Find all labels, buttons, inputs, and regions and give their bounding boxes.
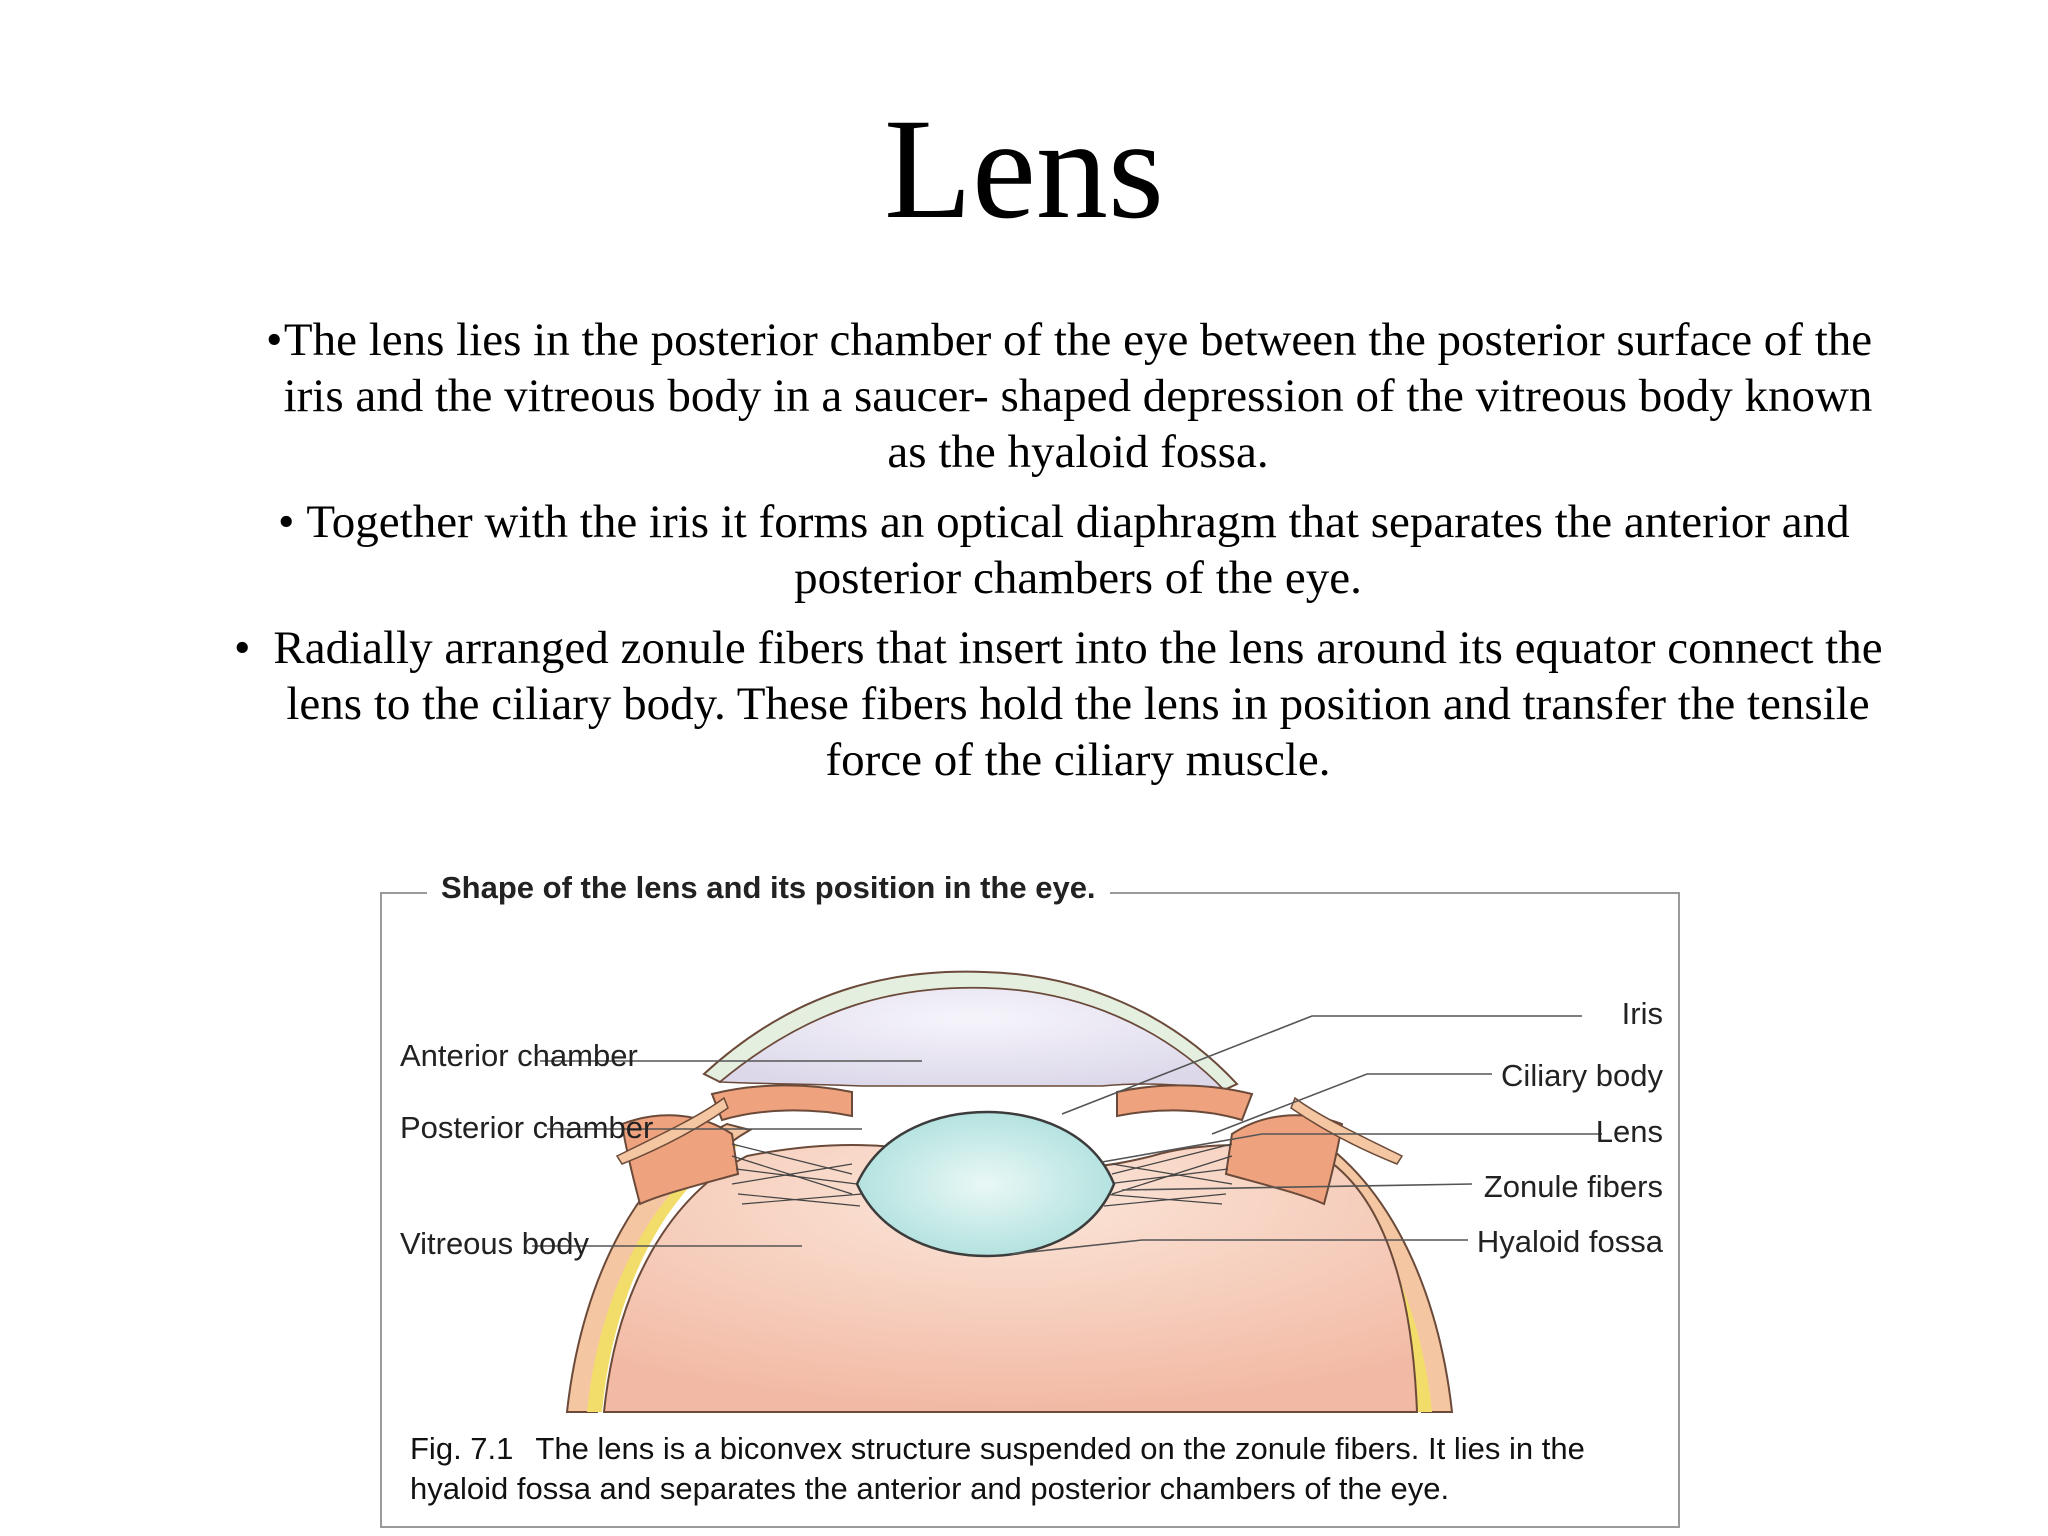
caption-label: Fig. 7.1: [410, 1431, 514, 1466]
bullet-text: Together with the iris it forms an optical diaphragm that separates the anterior and posterior chambers of the eye.: [306, 496, 1850, 604]
bullet-dot: •: [266, 314, 283, 366]
iris-right: [1117, 1085, 1252, 1120]
eye-lens-diagram: [382, 894, 1682, 1424]
label-iris: Iris: [1621, 996, 1663, 1031]
figure-heading: Shape of the lens and its position in the eye.: [427, 866, 1110, 910]
anterior-chamber: [720, 988, 1224, 1090]
bullet-item: [234, 620, 1888, 788]
bullet-item: [268, 494, 1888, 606]
bullet-text: The lens lies in the posterior chamber of the eye between the posterior surface of the iris and the vitreous body in a saucer- shaped depression of the vitreous body known as the hyaloid fossa.: [283, 314, 1873, 478]
iris-left: [712, 1085, 852, 1120]
figure-box: [380, 870, 1680, 1528]
label-hyaloid-fossa: Hyaloid fossa: [1476, 1224, 1663, 1259]
figure-caption: [410, 1429, 1660, 1509]
bullet-list: [0, 312, 2048, 802]
label-anterior-chamber: Anterior chamber: [400, 1038, 638, 1073]
label-posterior-chamber: Posterior chamber: [400, 1110, 654, 1145]
bullet-dot: •: [278, 496, 295, 548]
bullet-dot: •: [234, 622, 251, 674]
label-vitreous-body: Vitreous body: [400, 1226, 589, 1261]
slide-title: Lens: [884, 90, 1164, 249]
label-lens: Lens: [1595, 1114, 1663, 1149]
bullet-item: [268, 312, 1888, 480]
label-zonule-fibers: Zonule fibers: [1483, 1169, 1663, 1204]
caption-text: The lens is a biconvex structure suspended on the zonule fibers. It lies in the hyaloid fossa and separates the anterior and posterior chambers of the eye.: [410, 1431, 1585, 1506]
label-ciliary-body: Ciliary body: [1501, 1058, 1663, 1093]
bullet-text: Radially arranged zonule fibers that insert into the lens around its equator connect the lens to the ciliary body. These fibers hold the lens in position and transfer the tensile force of the ciliary muscle.: [273, 622, 1883, 786]
